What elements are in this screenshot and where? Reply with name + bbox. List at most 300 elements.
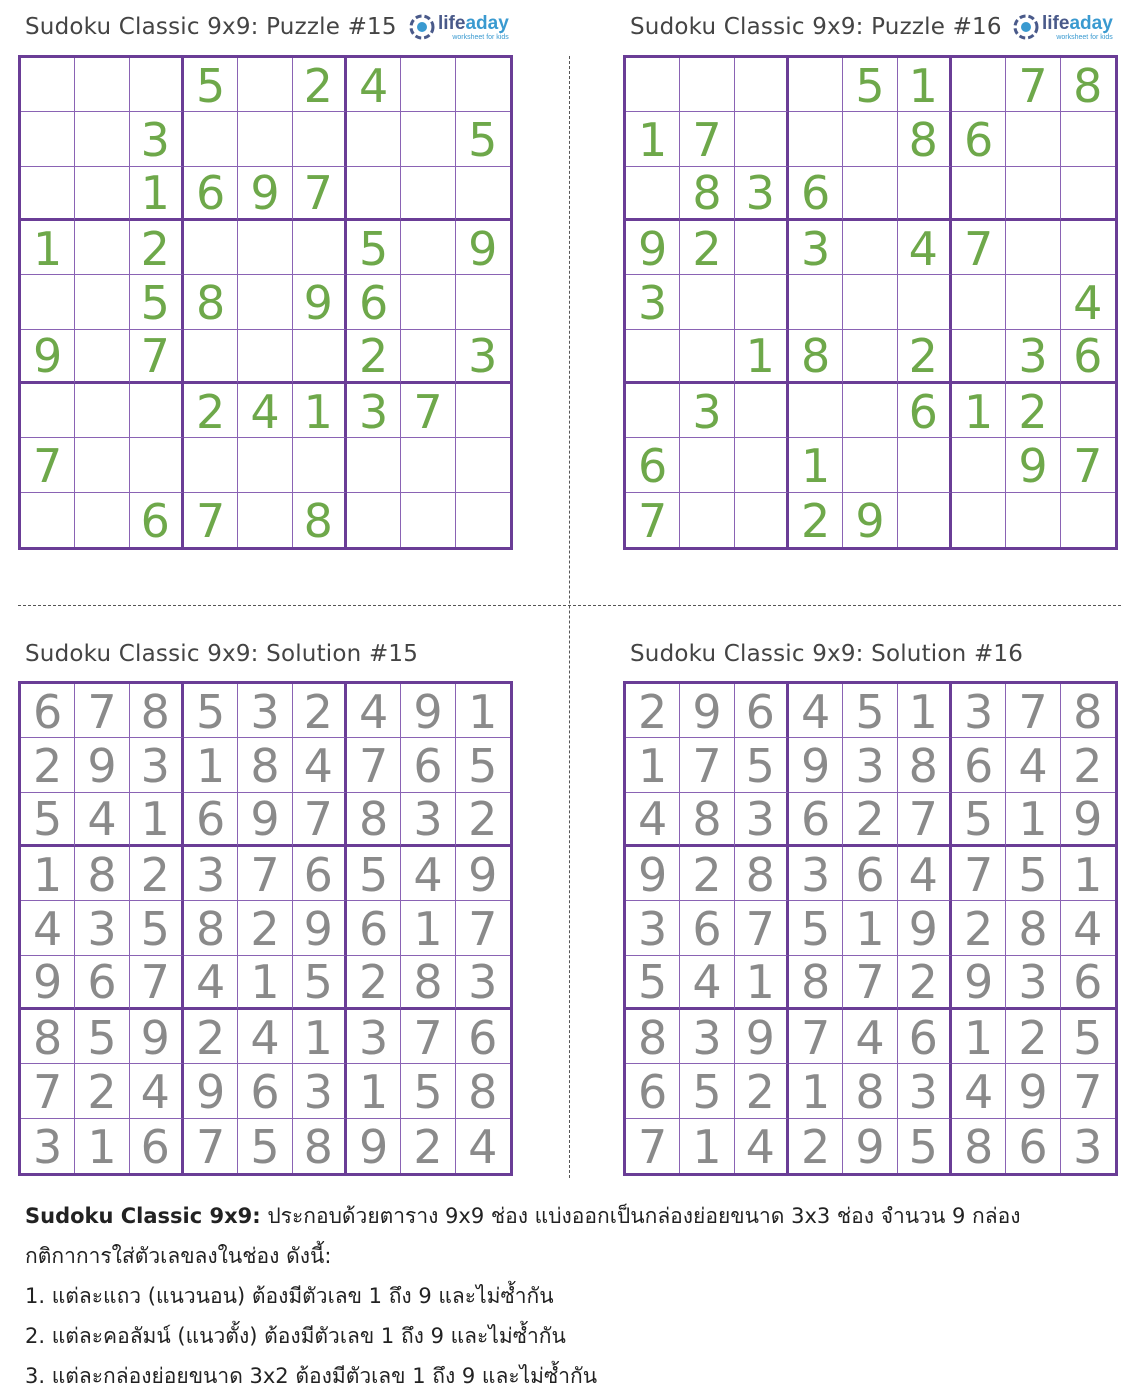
- sudoku-cell: 8: [626, 1010, 680, 1064]
- sudoku-cell[interactable]: 1: [293, 384, 347, 438]
- sudoku-cell: 8: [680, 793, 734, 847]
- sudoku-cell[interactable]: [238, 493, 292, 547]
- sudoku-cell: 9: [293, 901, 347, 955]
- sudoku-cell[interactable]: 3: [1006, 330, 1060, 384]
- sudoku-cell: 2: [184, 1010, 238, 1064]
- sudoku-cell[interactable]: [238, 112, 292, 166]
- sudoku-cell: 4: [626, 793, 680, 847]
- sudoku-cell[interactable]: [1061, 384, 1115, 438]
- sudoku-cell[interactable]: 7: [1006, 58, 1060, 112]
- sudoku-cell[interactable]: [1006, 275, 1060, 329]
- rules-intro: ประกอบด้วยตาราง 9x9 ช่อง แบ่งออกเป็นกล่องย่อยขนาด 3x3 ช่อง จำนวน 9 กล่อง: [260, 1204, 1021, 1228]
- sudoku-cell: 8: [1061, 684, 1115, 738]
- sudoku-cell[interactable]: [952, 493, 1006, 547]
- sudoku-cell: 3: [626, 901, 680, 955]
- panel-title-solution-15: Sudoku Classic 9x9: Solution #15: [25, 641, 419, 667]
- sudoku-cell[interactable]: 9: [456, 221, 510, 275]
- sudoku-cell[interactable]: [789, 112, 843, 166]
- sudoku-cell[interactable]: 1: [789, 438, 843, 492]
- sudoku-cell: 6: [130, 1119, 184, 1173]
- sudoku-cell: 4: [130, 1064, 184, 1118]
- sudoku-cell[interactable]: [401, 493, 455, 547]
- sudoku-cell: 9: [21, 956, 75, 1010]
- sudoku-cell[interactable]: [735, 58, 789, 112]
- sudoku-cell: 1: [238, 956, 292, 1010]
- sudoku-cell: 7: [293, 793, 347, 847]
- sudoku-cell: 5: [680, 1064, 734, 1118]
- sudoku-cell: 3: [898, 1064, 952, 1118]
- sudoku-cell[interactable]: 3: [130, 112, 184, 166]
- sudoku-cell: 3: [680, 1010, 734, 1064]
- sudoku-cell[interactable]: [898, 167, 952, 221]
- sudoku-cell[interactable]: [626, 384, 680, 438]
- sudoku-cell[interactable]: 7: [626, 493, 680, 547]
- sudoku-cell[interactable]: 3: [680, 384, 734, 438]
- sudoku-cell[interactable]: [1006, 493, 1060, 547]
- sudoku-cell: 7: [626, 1119, 680, 1173]
- lifeaday-logo: [1012, 10, 1113, 44]
- sudoku-cell[interactable]: 1: [21, 221, 75, 275]
- sudoku-cell: 4: [898, 847, 952, 901]
- sudoku-cell[interactable]: [843, 384, 897, 438]
- sudoku-cell[interactable]: [952, 438, 1006, 492]
- sudoku-cell: 5: [789, 901, 843, 955]
- sudoku-cell[interactable]: 3: [735, 167, 789, 221]
- rules-section: [25, 1196, 1125, 1396]
- sudoku-cell: 2: [401, 1119, 455, 1173]
- sudoku-cell[interactable]: [184, 438, 238, 492]
- sudoku-cell[interactable]: [75, 275, 129, 329]
- sudoku-cell: 4: [184, 956, 238, 1010]
- sudoku-cell: 8: [347, 793, 401, 847]
- sudoku-cell[interactable]: [843, 438, 897, 492]
- sudoku-cell: 1: [130, 793, 184, 847]
- sudoku-cell: 1: [456, 684, 510, 738]
- sudoku-cell[interactable]: 7: [401, 384, 455, 438]
- sudoku-cell[interactable]: 6: [952, 112, 1006, 166]
- sudoku-cell[interactable]: [184, 330, 238, 384]
- sudoku-cell[interactable]: 8: [184, 275, 238, 329]
- sudoku-cell: 5: [75, 1010, 129, 1064]
- sudoku-cell[interactable]: 1: [130, 167, 184, 221]
- sudoku-cell: 9: [789, 738, 843, 792]
- sudoku-cell[interactable]: 8: [1061, 58, 1115, 112]
- sudoku-cell[interactable]: 1: [735, 330, 789, 384]
- sudoku-cell[interactable]: [21, 58, 75, 112]
- sudoku-cell[interactable]: 1: [626, 112, 680, 166]
- sudoku-cell[interactable]: 4: [347, 58, 401, 112]
- sudoku-cell[interactable]: 7: [293, 167, 347, 221]
- rule-item-2: 2. แต่ละคอลัมน์ (แนวตั้ง) ต้องมีตัวเลข 1 ถึง 9 และไม่ซ้ำกัน: [25, 1324, 566, 1348]
- sudoku-cell[interactable]: [238, 275, 292, 329]
- sudoku-cell[interactable]: 8: [898, 112, 952, 166]
- sudoku-cell[interactable]: 9: [843, 493, 897, 547]
- sudoku-cell: 7: [75, 684, 129, 738]
- logo-word-life: life: [1042, 12, 1070, 34]
- sudoku-cell: 7: [238, 847, 292, 901]
- sudoku-cell: 1: [789, 1064, 843, 1118]
- sudoku-cell[interactable]: 8: [293, 493, 347, 547]
- sudoku-cell[interactable]: [1006, 221, 1060, 275]
- sudoku-cell[interactable]: [184, 112, 238, 166]
- sudoku-cell: 7: [898, 793, 952, 847]
- logo-tagline: worksheet for kids: [452, 33, 509, 41]
- sudoku-cell: 2: [1061, 738, 1115, 792]
- sudoku-cell[interactable]: [735, 493, 789, 547]
- sudoku-cell: 6: [789, 793, 843, 847]
- sudoku-cell[interactable]: [952, 330, 1006, 384]
- sudoku-cell[interactable]: 3: [789, 221, 843, 275]
- sudoku-cell: 3: [184, 847, 238, 901]
- sudoku-cell[interactable]: [843, 112, 897, 166]
- sudoku-cell[interactable]: [238, 438, 292, 492]
- sudoku-cell[interactable]: [898, 493, 952, 547]
- sudoku-cell[interactable]: [401, 275, 455, 329]
- sudoku-cell: 8: [238, 738, 292, 792]
- sudoku-cell: 6: [626, 1064, 680, 1118]
- sudoku-grid-solution-15: [18, 681, 513, 1176]
- sudoku-cell: 4: [347, 684, 401, 738]
- sudoku-cell: 6: [898, 1010, 952, 1064]
- sudoku-cell[interactable]: 4: [238, 384, 292, 438]
- sudoku-cell: 9: [898, 901, 952, 955]
- sudoku-cell: 3: [952, 684, 1006, 738]
- sudoku-cell: 8: [456, 1064, 510, 1118]
- sudoku-cell[interactable]: 7: [1061, 438, 1115, 492]
- sudoku-cell[interactable]: [75, 167, 129, 221]
- sudoku-cell[interactable]: [130, 384, 184, 438]
- sudoku-cell: 7: [130, 956, 184, 1010]
- vertical-cut-line: [569, 56, 570, 1178]
- sudoku-cell[interactable]: 4: [1061, 275, 1115, 329]
- sudoku-cell[interactable]: 9: [238, 167, 292, 221]
- sudoku-cell: 9: [184, 1064, 238, 1118]
- sudoku-cell: 8: [75, 847, 129, 901]
- sudoku-cell: 2: [456, 793, 510, 847]
- sudoku-cell[interactable]: [680, 58, 734, 112]
- sudoku-cell: 1: [1006, 793, 1060, 847]
- sudoku-cell[interactable]: 7: [21, 438, 75, 492]
- sudoku-cell[interactable]: [347, 112, 401, 166]
- sudoku-cell[interactable]: [75, 58, 129, 112]
- sudoku-cell: 8: [293, 1119, 347, 1173]
- lifeaday-logo-icon: [1012, 13, 1040, 41]
- sudoku-cell[interactable]: 2: [1006, 384, 1060, 438]
- sudoku-cell: 4: [75, 793, 129, 847]
- sudoku-cell: 1: [75, 1119, 129, 1173]
- sudoku-cell[interactable]: 7: [952, 221, 1006, 275]
- sudoku-cell[interactable]: [238, 221, 292, 275]
- sudoku-cell[interactable]: [21, 493, 75, 547]
- panel-title-puzzle-16: Sudoku Classic 9x9: Puzzle #16: [630, 14, 1002, 40]
- sudoku-cell: 1: [626, 738, 680, 792]
- sudoku-cell: 1: [735, 956, 789, 1010]
- lifeaday-logo-icon: [408, 13, 436, 41]
- sudoku-cell[interactable]: [293, 221, 347, 275]
- sudoku-cell: 8: [898, 738, 952, 792]
- sudoku-cell: 9: [1006, 1064, 1060, 1118]
- sudoku-cell[interactable]: [75, 438, 129, 492]
- sudoku-cell: 3: [456, 956, 510, 1010]
- sudoku-cell: 8: [789, 956, 843, 1010]
- sudoku-cell: 5: [456, 738, 510, 792]
- sudoku-cell: 2: [347, 956, 401, 1010]
- sudoku-cell: 5: [626, 956, 680, 1010]
- sudoku-cell[interactable]: [626, 58, 680, 112]
- panel-title-puzzle-15: Sudoku Classic 9x9: Puzzle #15: [25, 14, 397, 40]
- sudoku-cell: 2: [1006, 1010, 1060, 1064]
- sudoku-cell[interactable]: 6: [130, 493, 184, 547]
- sudoku-cell[interactable]: 8: [680, 167, 734, 221]
- sudoku-cell[interactable]: 6: [626, 438, 680, 492]
- sudoku-cell: 3: [1006, 956, 1060, 1010]
- sudoku-cell[interactable]: [75, 384, 129, 438]
- sudoku-cell[interactable]: [1006, 112, 1060, 166]
- sudoku-cell[interactable]: 3: [456, 330, 510, 384]
- sudoku-cell: 9: [347, 1119, 401, 1173]
- sudoku-cell[interactable]: [293, 112, 347, 166]
- sudoku-cell[interactable]: 7: [680, 112, 734, 166]
- sudoku-cell[interactable]: 5: [347, 221, 401, 275]
- logo-tagline: worksheet for kids: [1056, 33, 1113, 41]
- sudoku-cell: 3: [347, 1010, 401, 1064]
- sudoku-cell[interactable]: 9: [21, 330, 75, 384]
- sudoku-cell: 5: [735, 738, 789, 792]
- sudoku-cell: 2: [680, 847, 734, 901]
- sudoku-cell: 6: [21, 684, 75, 738]
- sudoku-cell[interactable]: [843, 221, 897, 275]
- sudoku-cell: 5: [1061, 1010, 1115, 1064]
- logo-word-aday: aday: [1069, 12, 1113, 34]
- sudoku-cell[interactable]: [1061, 112, 1115, 166]
- sudoku-cell: 8: [843, 1064, 897, 1118]
- sudoku-cell[interactable]: [680, 438, 734, 492]
- sudoku-cell[interactable]: 6: [1061, 330, 1115, 384]
- sudoku-cell[interactable]: 5: [130, 275, 184, 329]
- sudoku-cell[interactable]: [952, 167, 1006, 221]
- sudoku-cell: 3: [293, 1064, 347, 1118]
- sudoku-cell[interactable]: 5: [843, 58, 897, 112]
- sudoku-cell[interactable]: 2: [680, 221, 734, 275]
- sudoku-cell: 7: [735, 901, 789, 955]
- sudoku-cell: 3: [735, 793, 789, 847]
- sudoku-cell: 8: [130, 684, 184, 738]
- sudoku-cell: 2: [898, 956, 952, 1010]
- sudoku-cell[interactable]: [184, 221, 238, 275]
- sudoku-cell[interactable]: [843, 330, 897, 384]
- sudoku-cell[interactable]: [75, 330, 129, 384]
- sudoku-cell[interactable]: [293, 438, 347, 492]
- rule-item-1: 1. แต่ละแถว (แนวนอน) ต้องมีตัวเลข 1 ถึง 9 และไม่ซ้ำกัน: [25, 1284, 554, 1308]
- sudoku-cell: 6: [680, 901, 734, 955]
- sudoku-cell: 8: [184, 901, 238, 955]
- sudoku-cell: 7: [789, 1010, 843, 1064]
- sudoku-cell: 1: [680, 1119, 734, 1173]
- sudoku-cell[interactable]: 2: [130, 221, 184, 275]
- sudoku-cell: 5: [293, 956, 347, 1010]
- sudoku-cell: 7: [1006, 684, 1060, 738]
- sudoku-cell[interactable]: 3: [626, 275, 680, 329]
- sudoku-cell: 9: [401, 684, 455, 738]
- sudoku-cell[interactable]: 8: [789, 330, 843, 384]
- sudoku-cell[interactable]: [735, 112, 789, 166]
- sudoku-cell: 5: [238, 1119, 292, 1173]
- sudoku-cell[interactable]: [293, 330, 347, 384]
- sudoku-cell[interactable]: [626, 167, 680, 221]
- sudoku-cell: 6: [184, 793, 238, 847]
- sudoku-cell[interactable]: 5: [456, 112, 510, 166]
- sudoku-cell: 6: [1006, 1119, 1060, 1173]
- sudoku-cell[interactable]: [401, 167, 455, 221]
- sudoku-cell: 7: [21, 1064, 75, 1118]
- sudoku-cell[interactable]: [401, 58, 455, 112]
- sudoku-cell[interactable]: 5: [184, 58, 238, 112]
- sudoku-cell[interactable]: 1: [952, 384, 1006, 438]
- sudoku-cell[interactable]: [21, 275, 75, 329]
- sudoku-cell[interactable]: [130, 438, 184, 492]
- sudoku-grid-puzzle-15: [18, 55, 513, 550]
- sudoku-cell: 7: [952, 847, 1006, 901]
- sudoku-cell[interactable]: [898, 275, 952, 329]
- sudoku-cell: 2: [626, 684, 680, 738]
- sudoku-cell: 5: [898, 1119, 952, 1173]
- sudoku-cell: 2: [21, 738, 75, 792]
- lifeaday-logo: [408, 10, 509, 44]
- sudoku-cell[interactable]: [1061, 493, 1115, 547]
- sudoku-cell[interactable]: [456, 493, 510, 547]
- sudoku-cell[interactable]: [680, 493, 734, 547]
- sudoku-cell[interactable]: [1061, 167, 1115, 221]
- sudoku-cell[interactable]: 1: [898, 58, 952, 112]
- sudoku-cell[interactable]: 6: [184, 167, 238, 221]
- sudoku-cell[interactable]: 2: [347, 330, 401, 384]
- horizontal-cut-line: [18, 605, 1121, 606]
- sudoku-cell: 5: [21, 793, 75, 847]
- sudoku-cell[interactable]: [401, 330, 455, 384]
- sudoku-cell[interactable]: 6: [789, 167, 843, 221]
- sudoku-cell[interactable]: [952, 275, 1006, 329]
- sudoku-cell: 5: [184, 684, 238, 738]
- sudoku-cell: 9: [952, 956, 1006, 1010]
- sudoku-cell: 6: [238, 1064, 292, 1118]
- sudoku-cell[interactable]: [75, 493, 129, 547]
- sudoku-cell[interactable]: [401, 221, 455, 275]
- sudoku-cell: 6: [293, 847, 347, 901]
- sudoku-cell: 3: [21, 1119, 75, 1173]
- sudoku-cell: 9: [626, 847, 680, 901]
- sudoku-cell: 4: [1006, 738, 1060, 792]
- sudoku-cell[interactable]: [347, 493, 401, 547]
- sudoku-cell[interactable]: [456, 275, 510, 329]
- sudoku-cell: 5: [1006, 847, 1060, 901]
- sudoku-cell[interactable]: [789, 384, 843, 438]
- sudoku-cell[interactable]: [626, 330, 680, 384]
- panel-title-solution-16: Sudoku Classic 9x9: Solution #16: [630, 641, 1024, 667]
- sudoku-cell: 6: [401, 738, 455, 792]
- sudoku-grid-solution-16: [623, 681, 1118, 1176]
- sudoku-cell: 1: [1061, 847, 1115, 901]
- sudoku-cell[interactable]: 9: [1006, 438, 1060, 492]
- sudoku-grid-puzzle-16: [623, 55, 1118, 550]
- sudoku-cell: 1: [843, 901, 897, 955]
- sudoku-cell[interactable]: [952, 58, 1006, 112]
- sudoku-cell[interactable]: 7: [184, 493, 238, 547]
- sudoku-cell[interactable]: [238, 330, 292, 384]
- sudoku-cell[interactable]: [1061, 221, 1115, 275]
- sudoku-cell: 5: [843, 684, 897, 738]
- sudoku-cell[interactable]: [898, 438, 952, 492]
- sudoku-cell[interactable]: [735, 275, 789, 329]
- sudoku-cell[interactable]: [456, 384, 510, 438]
- sudoku-cell[interactable]: 2: [898, 330, 952, 384]
- sudoku-cell: 7: [1061, 1064, 1115, 1118]
- sudoku-cell[interactable]: [401, 438, 455, 492]
- sudoku-cell[interactable]: [680, 275, 734, 329]
- sudoku-cell[interactable]: [238, 58, 292, 112]
- sudoku-cell: 6: [456, 1010, 510, 1064]
- sudoku-cell: 3: [130, 738, 184, 792]
- sudoku-cell[interactable]: 3: [347, 384, 401, 438]
- sudoku-cell: 4: [238, 1010, 292, 1064]
- sudoku-cell[interactable]: 7: [130, 330, 184, 384]
- sudoku-cell[interactable]: [21, 167, 75, 221]
- sudoku-cell[interactable]: 9: [626, 221, 680, 275]
- sudoku-cell[interactable]: [130, 58, 184, 112]
- sudoku-cell[interactable]: [1006, 167, 1060, 221]
- sudoku-cell[interactable]: 2: [293, 58, 347, 112]
- sudoku-cell[interactable]: 9: [293, 275, 347, 329]
- sudoku-cell: 1: [952, 1010, 1006, 1064]
- sudoku-cell: 4: [293, 738, 347, 792]
- sudoku-cell: 7: [456, 901, 510, 955]
- sudoku-cell[interactable]: 4: [898, 221, 952, 275]
- sudoku-cell[interactable]: [347, 438, 401, 492]
- sudoku-cell: 2: [75, 1064, 129, 1118]
- sudoku-cell[interactable]: 6: [347, 275, 401, 329]
- sudoku-cell: 2: [238, 901, 292, 955]
- sudoku-cell[interactable]: [680, 330, 734, 384]
- sudoku-cell[interactable]: 2: [789, 493, 843, 547]
- sudoku-cell[interactable]: [735, 221, 789, 275]
- sudoku-cell: 2: [735, 1064, 789, 1118]
- sudoku-cell[interactable]: [456, 58, 510, 112]
- sudoku-cell: 9: [238, 793, 292, 847]
- sudoku-cell[interactable]: [789, 275, 843, 329]
- sudoku-cell[interactable]: 2: [184, 384, 238, 438]
- sudoku-cell[interactable]: [21, 384, 75, 438]
- sudoku-cell: 4: [401, 847, 455, 901]
- sudoku-cell: 4: [21, 901, 75, 955]
- sudoku-cell: 4: [468, 1119, 498, 1174]
- sudoku-cell[interactable]: [456, 438, 510, 492]
- sudoku-cell[interactable]: [456, 167, 510, 221]
- sudoku-cell[interactable]: [21, 112, 75, 166]
- sudoku-cell: 3: [75, 901, 129, 955]
- sudoku-cell: 9: [75, 738, 129, 792]
- sudoku-cell[interactable]: [347, 167, 401, 221]
- sudoku-cell: 6: [75, 956, 129, 1010]
- sudoku-cell[interactable]: [75, 112, 129, 166]
- sudoku-cell[interactable]: [735, 384, 789, 438]
- sudoku-cell[interactable]: [735, 438, 789, 492]
- sudoku-cell: 2: [789, 1119, 843, 1173]
- sudoku-cell[interactable]: [401, 112, 455, 166]
- sudoku-cell[interactable]: [75, 221, 129, 275]
- sudoku-cell[interactable]: [789, 58, 843, 112]
- sudoku-cell[interactable]: [843, 167, 897, 221]
- sudoku-cell[interactable]: [843, 275, 897, 329]
- sudoku-cell[interactable]: 6: [898, 384, 952, 438]
